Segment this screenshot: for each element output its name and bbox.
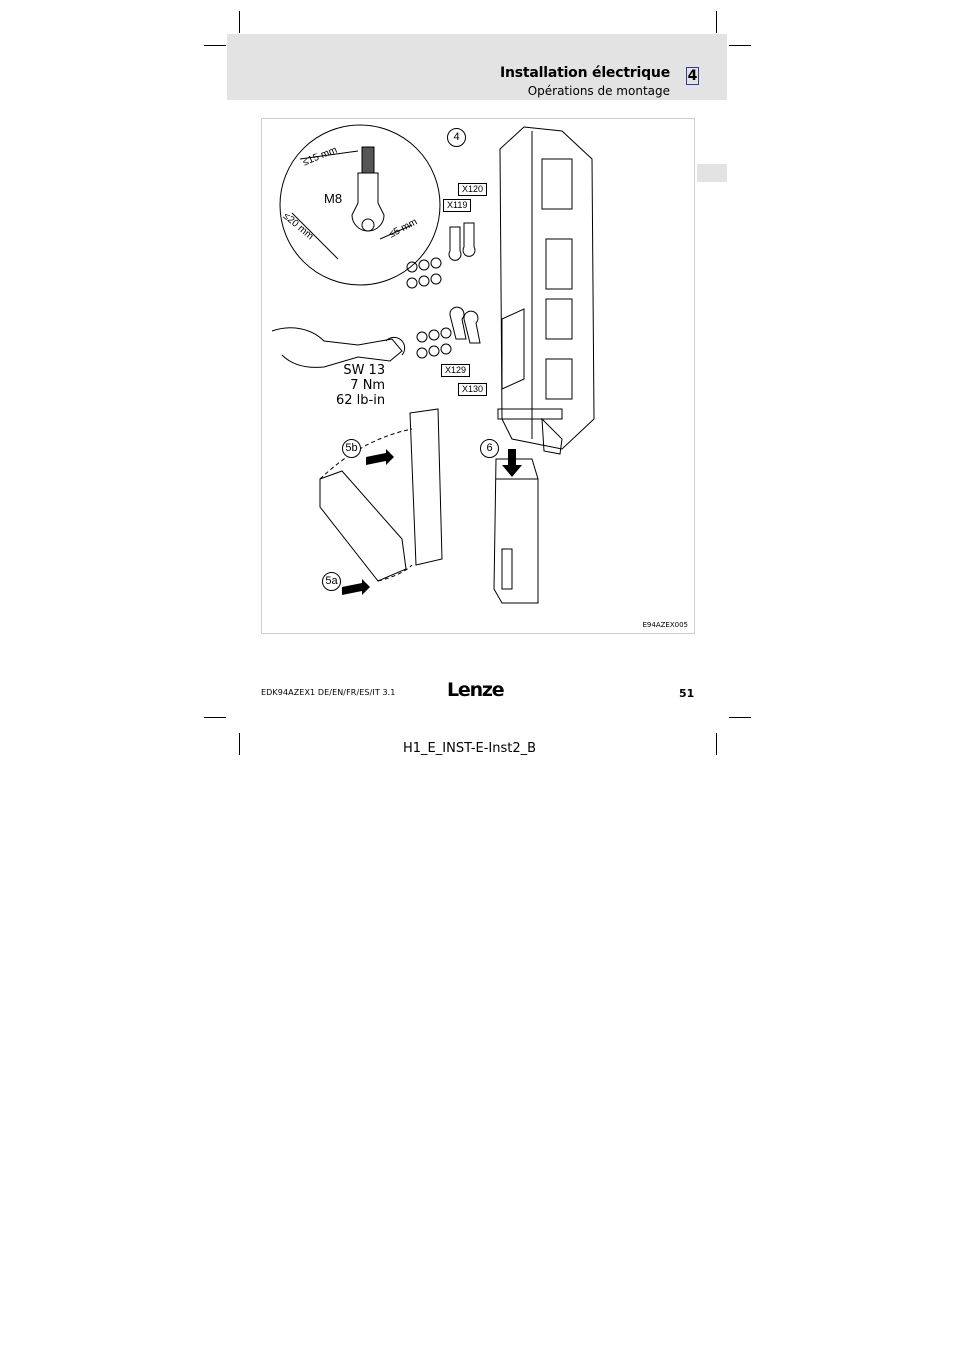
figure-code: E94AZEX005 [642, 621, 688, 629]
cable-lug-icon [352, 173, 384, 231]
chapter-number[interactable]: 4 [687, 68, 698, 84]
connector-x129-label: X129 [441, 364, 470, 377]
arrow-6-icon [502, 449, 522, 477]
bolt-icon [362, 147, 374, 173]
lenze-logo: Lenze [447, 679, 504, 701]
module-5-cover [320, 471, 406, 581]
page-number: 51 [679, 687, 695, 700]
torque-lbin: 62 lb-in [336, 393, 386, 408]
crop-mark [716, 733, 717, 755]
document-id: EDK94AZEX1 DE/EN/FR/ES/IT 3.1 [261, 688, 396, 697]
module-6-body [494, 459, 538, 603]
installation-figure [261, 118, 695, 634]
crop-mark [729, 717, 751, 718]
section-title: Installation électrique [499, 65, 670, 81]
step-4-label: 4 [447, 128, 466, 147]
page-header [227, 34, 727, 100]
step-5a-label: 5a [322, 572, 341, 591]
crop-mark [204, 45, 226, 46]
crop-mark [239, 11, 240, 33]
torque-spec [336, 363, 385, 408]
job-identifier: H1_E_INST-E-Inst2_B [403, 741, 537, 756]
arrow-5a-icon [342, 579, 370, 595]
crop-mark [204, 717, 226, 718]
connector-x130-label: X130 [458, 383, 487, 396]
crop-mark [729, 45, 751, 46]
dimension-left-label: ≤20 mm [280, 210, 316, 243]
module-5-body [410, 409, 442, 565]
connector-x119-label: X119 [443, 199, 471, 212]
step-5b-label: 5b [342, 439, 361, 458]
hand-with-wrench-icon [272, 328, 402, 368]
drive-unit-outline [500, 127, 594, 449]
crop-mark [716, 11, 717, 33]
detail-circle [280, 125, 440, 285]
arrow-5b-icon [366, 449, 394, 465]
wrench-size: SW 13 [343, 363, 386, 378]
dimension-top-label: ≤15 mm [301, 144, 339, 169]
crop-mark [239, 733, 240, 755]
bolt-size-label: M8 [324, 191, 343, 206]
section-subtitle: Opérations de montage [527, 84, 670, 98]
chapter-tab [697, 164, 727, 182]
torque-nm: 7 Nm [350, 378, 386, 393]
connector-x120-label: X120 [458, 183, 487, 196]
step-6-label: 6 [480, 439, 499, 458]
dimension-right-label: ≤5 mm [387, 216, 420, 241]
